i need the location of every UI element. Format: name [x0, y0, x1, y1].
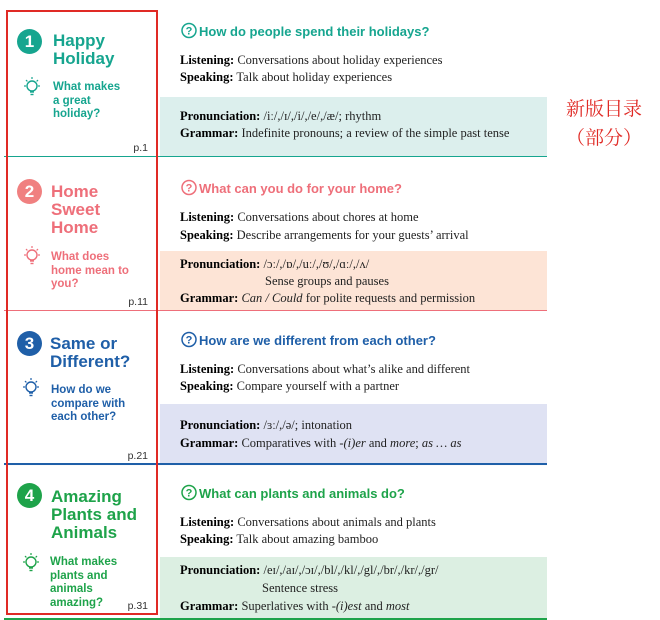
pronunciation-line	[180, 109, 381, 124]
question-icon	[180, 484, 198, 502]
listening-line	[180, 210, 419, 225]
pronunciation-grammar-band	[160, 97, 547, 156]
unit-number-badge: 3	[17, 331, 42, 356]
pronunciation-line	[180, 563, 438, 578]
listening-line	[180, 362, 470, 377]
pronunciation-line	[180, 418, 352, 433]
speaking-text: Describe arrangements for your guests’ arrival	[236, 228, 469, 242]
unit-title: Same or Different?	[50, 334, 131, 371]
svg-text:?: ?	[185, 25, 193, 38]
grammar-line	[180, 126, 509, 141]
big-question: What does home mean to you?	[51, 251, 129, 290]
pronunciation-extra: Sentence stress	[262, 581, 339, 595]
speaking-text: Talk about holiday experiences	[236, 70, 393, 84]
svg-text:?: ?	[185, 182, 193, 195]
grammar-line	[180, 436, 461, 451]
grammar-text-3: ;	[415, 436, 422, 450]
listening-label: Listening:	[180, 515, 235, 529]
pronunciation-label: Pronunciation:	[180, 109, 261, 123]
grammar-italic-1: (i)est	[335, 599, 362, 613]
grammar-italic-3: as … as	[421, 436, 462, 450]
listening-text: Conversations about animals and plants	[237, 515, 436, 529]
speaking-line	[180, 70, 392, 85]
grammar-text: Indefinite pronouns; a review of the simple past tense	[241, 126, 510, 140]
question-icon	[180, 331, 198, 349]
annotation-line-2: （部分）	[565, 127, 642, 149]
grammar-text: for polite requests and permission	[302, 291, 476, 305]
speaking-label: Speaking:	[180, 532, 234, 546]
pronunciation-label: Pronunciation:	[180, 257, 261, 271]
listening-text: Conversations about what’s alike and different	[237, 362, 471, 376]
pronunciation-grammar-band	[160, 251, 547, 310]
grammar-line	[180, 599, 410, 614]
grammar-line	[180, 291, 475, 306]
listening-line	[180, 53, 442, 68]
pronunciation-line	[180, 257, 369, 272]
question-icon	[180, 179, 198, 197]
listening-label: Listening:	[180, 53, 235, 67]
pronunciation-text: /ɔː/,/ɒ/,/uː/,/ʊ/,/ɑː/,/ʌ/	[263, 257, 370, 271]
pronunciation-label: Pronunciation:	[180, 418, 261, 432]
grammar-text-2: and	[361, 599, 386, 613]
speaking-line	[180, 532, 378, 547]
pronunciation-extra: Sense groups and pauses	[265, 274, 389, 288]
grammar-label: Grammar:	[180, 599, 239, 613]
unit-heading: What can plants and animals do?	[199, 486, 405, 501]
listening-label: Listening:	[180, 362, 235, 376]
grammar-text-1: Superlatives with -	[241, 599, 336, 613]
unit-title: Happy Holiday	[53, 31, 115, 68]
big-question: What makes plants and animals amazing?	[50, 556, 118, 609]
listening-line	[180, 515, 436, 530]
svg-text:?: ?	[185, 487, 193, 500]
pronunciation-text: /iː/,/ɪ/,/i/,/e/,/æ/; rhythm	[263, 109, 382, 123]
pronunciation-grammar-band	[160, 404, 547, 463]
unit-title: Amazing Plants and Animals	[51, 487, 137, 542]
big-question: How do we compare with each other?	[51, 384, 126, 423]
unit-2-details	[160, 157, 547, 310]
grammar-text-1: Comparatives with -	[241, 436, 344, 450]
page-number: p.21	[127, 450, 148, 462]
unit-4-details	[160, 466, 547, 620]
unit-number-badge: 4	[17, 483, 42, 508]
page-number: p.1	[133, 142, 148, 154]
grammar-italic-1: (i)er	[343, 436, 366, 450]
speaking-label: Speaking:	[180, 379, 234, 393]
big-question: What makes a great holiday?	[53, 81, 121, 120]
unit-heading: How are we different from each other?	[199, 333, 436, 348]
grammar-italic-2: more	[390, 436, 416, 450]
unit-title: Home Sweet Home	[51, 182, 101, 237]
unit-heading: What can you do for your home?	[199, 181, 402, 196]
annotation-line-1: 新版目录	[565, 98, 642, 120]
listening-text: Conversations about chores at home	[237, 210, 419, 224]
grammar-italic-2: most	[385, 599, 410, 613]
grammar-italic: Can / Could	[241, 291, 303, 305]
listening-label: Listening:	[180, 210, 235, 224]
speaking-text: Compare yourself with a partner	[236, 379, 400, 393]
unit-3-details	[160, 311, 547, 465]
highlight-box	[6, 10, 158, 615]
speaking-label: Speaking:	[180, 70, 234, 84]
grammar-text-2: and	[365, 436, 391, 450]
unit-number-badge: 2	[17, 179, 42, 204]
svg-text:?: ?	[185, 334, 193, 347]
grammar-label: Grammar:	[180, 436, 239, 450]
annotation-label	[548, 95, 660, 153]
question-icon	[180, 22, 198, 40]
pronunciation-label: Pronunciation:	[180, 563, 261, 577]
page-number: p.31	[127, 600, 148, 612]
pronunciation-grammar-band	[160, 557, 547, 620]
listening-text: Conversations about holiday experiences	[237, 53, 443, 67]
grammar-label: Grammar:	[180, 126, 239, 140]
pronunciation-text: /ɜː/,/ə/; intonation	[263, 418, 353, 432]
speaking-line	[180, 228, 469, 243]
unit-1-details	[160, 4, 547, 156]
speaking-line	[180, 379, 399, 394]
speaking-label: Speaking:	[180, 228, 234, 242]
page-number: p.11	[128, 296, 148, 308]
unit-heading: How do people spend their holidays?	[199, 24, 430, 39]
pronunciation-text: /eɪ/,/aɪ/,/ɔɪ/,/bl/,/kl/,/gl/,/br/,/kr/,/gr/	[263, 563, 439, 577]
grammar-label: Grammar:	[180, 291, 239, 305]
unit-number-badge: 1	[17, 29, 42, 54]
speaking-text: Talk about amazing bamboo	[236, 532, 379, 546]
